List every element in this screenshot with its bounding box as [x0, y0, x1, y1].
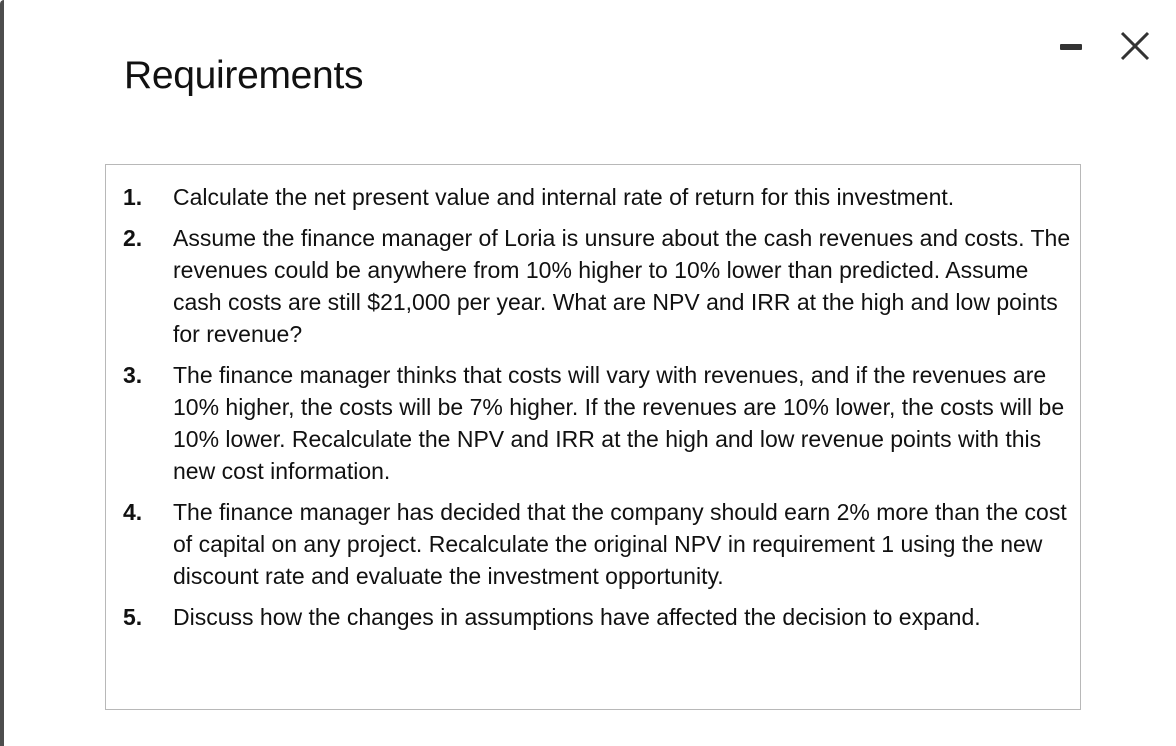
- requirement-text: Assume the finance manager of Loria is unsure about the cash revenues and costs. The revenues could be anywhere from 10% higher to 10% lower than predicted. Assume cash costs are still $21,000 per year. What are NPV and IRR at the high and low points for revenue?: [173, 225, 1071, 347]
- requirement-text: The finance manager thinks that costs will vary with revenues, and if the revenues are 10% higher, the costs will be 7% higher. If the revenues are 10% lower, the costs will be 10% lower. Recalculate the NPV and IRR at the high and low revenue points with this new cost information.: [173, 362, 1065, 484]
- requirement-number: 1.: [123, 184, 143, 210]
- requirement-text: The finance manager has decided that the company should earn 2% more than the cost of capital on any project. Recalculate the original NPV in requirement 1 using the new discount rate and evaluate the investment opportunity.: [173, 499, 1067, 589]
- minimize-button[interactable]: [1058, 38, 1086, 56]
- list-item: [123, 181, 1073, 213]
- requirement-text: Discuss how the changes in assumptions have affected the decision to expand.: [173, 604, 981, 630]
- list-item: [123, 359, 1073, 487]
- requirement-text: Calculate the net present value and internal rate of return for this investment.: [173, 184, 955, 210]
- requirements-list: [123, 181, 1073, 642]
- list-item: [123, 222, 1073, 350]
- dialog-title: Requirements: [124, 54, 364, 97]
- requirement-number: 2.: [123, 225, 143, 251]
- close-icon: [1118, 28, 1152, 64]
- requirement-number: 5.: [123, 604, 143, 630]
- requirements-panel: [105, 164, 1081, 710]
- requirement-number: 4.: [123, 499, 143, 525]
- window-left-edge: [0, 0, 4, 746]
- close-button[interactable]: [1118, 28, 1152, 64]
- list-item: [123, 496, 1073, 592]
- minimize-icon: [1060, 44, 1082, 50]
- list-item: [123, 601, 1073, 633]
- requirement-number: 3.: [123, 362, 143, 388]
